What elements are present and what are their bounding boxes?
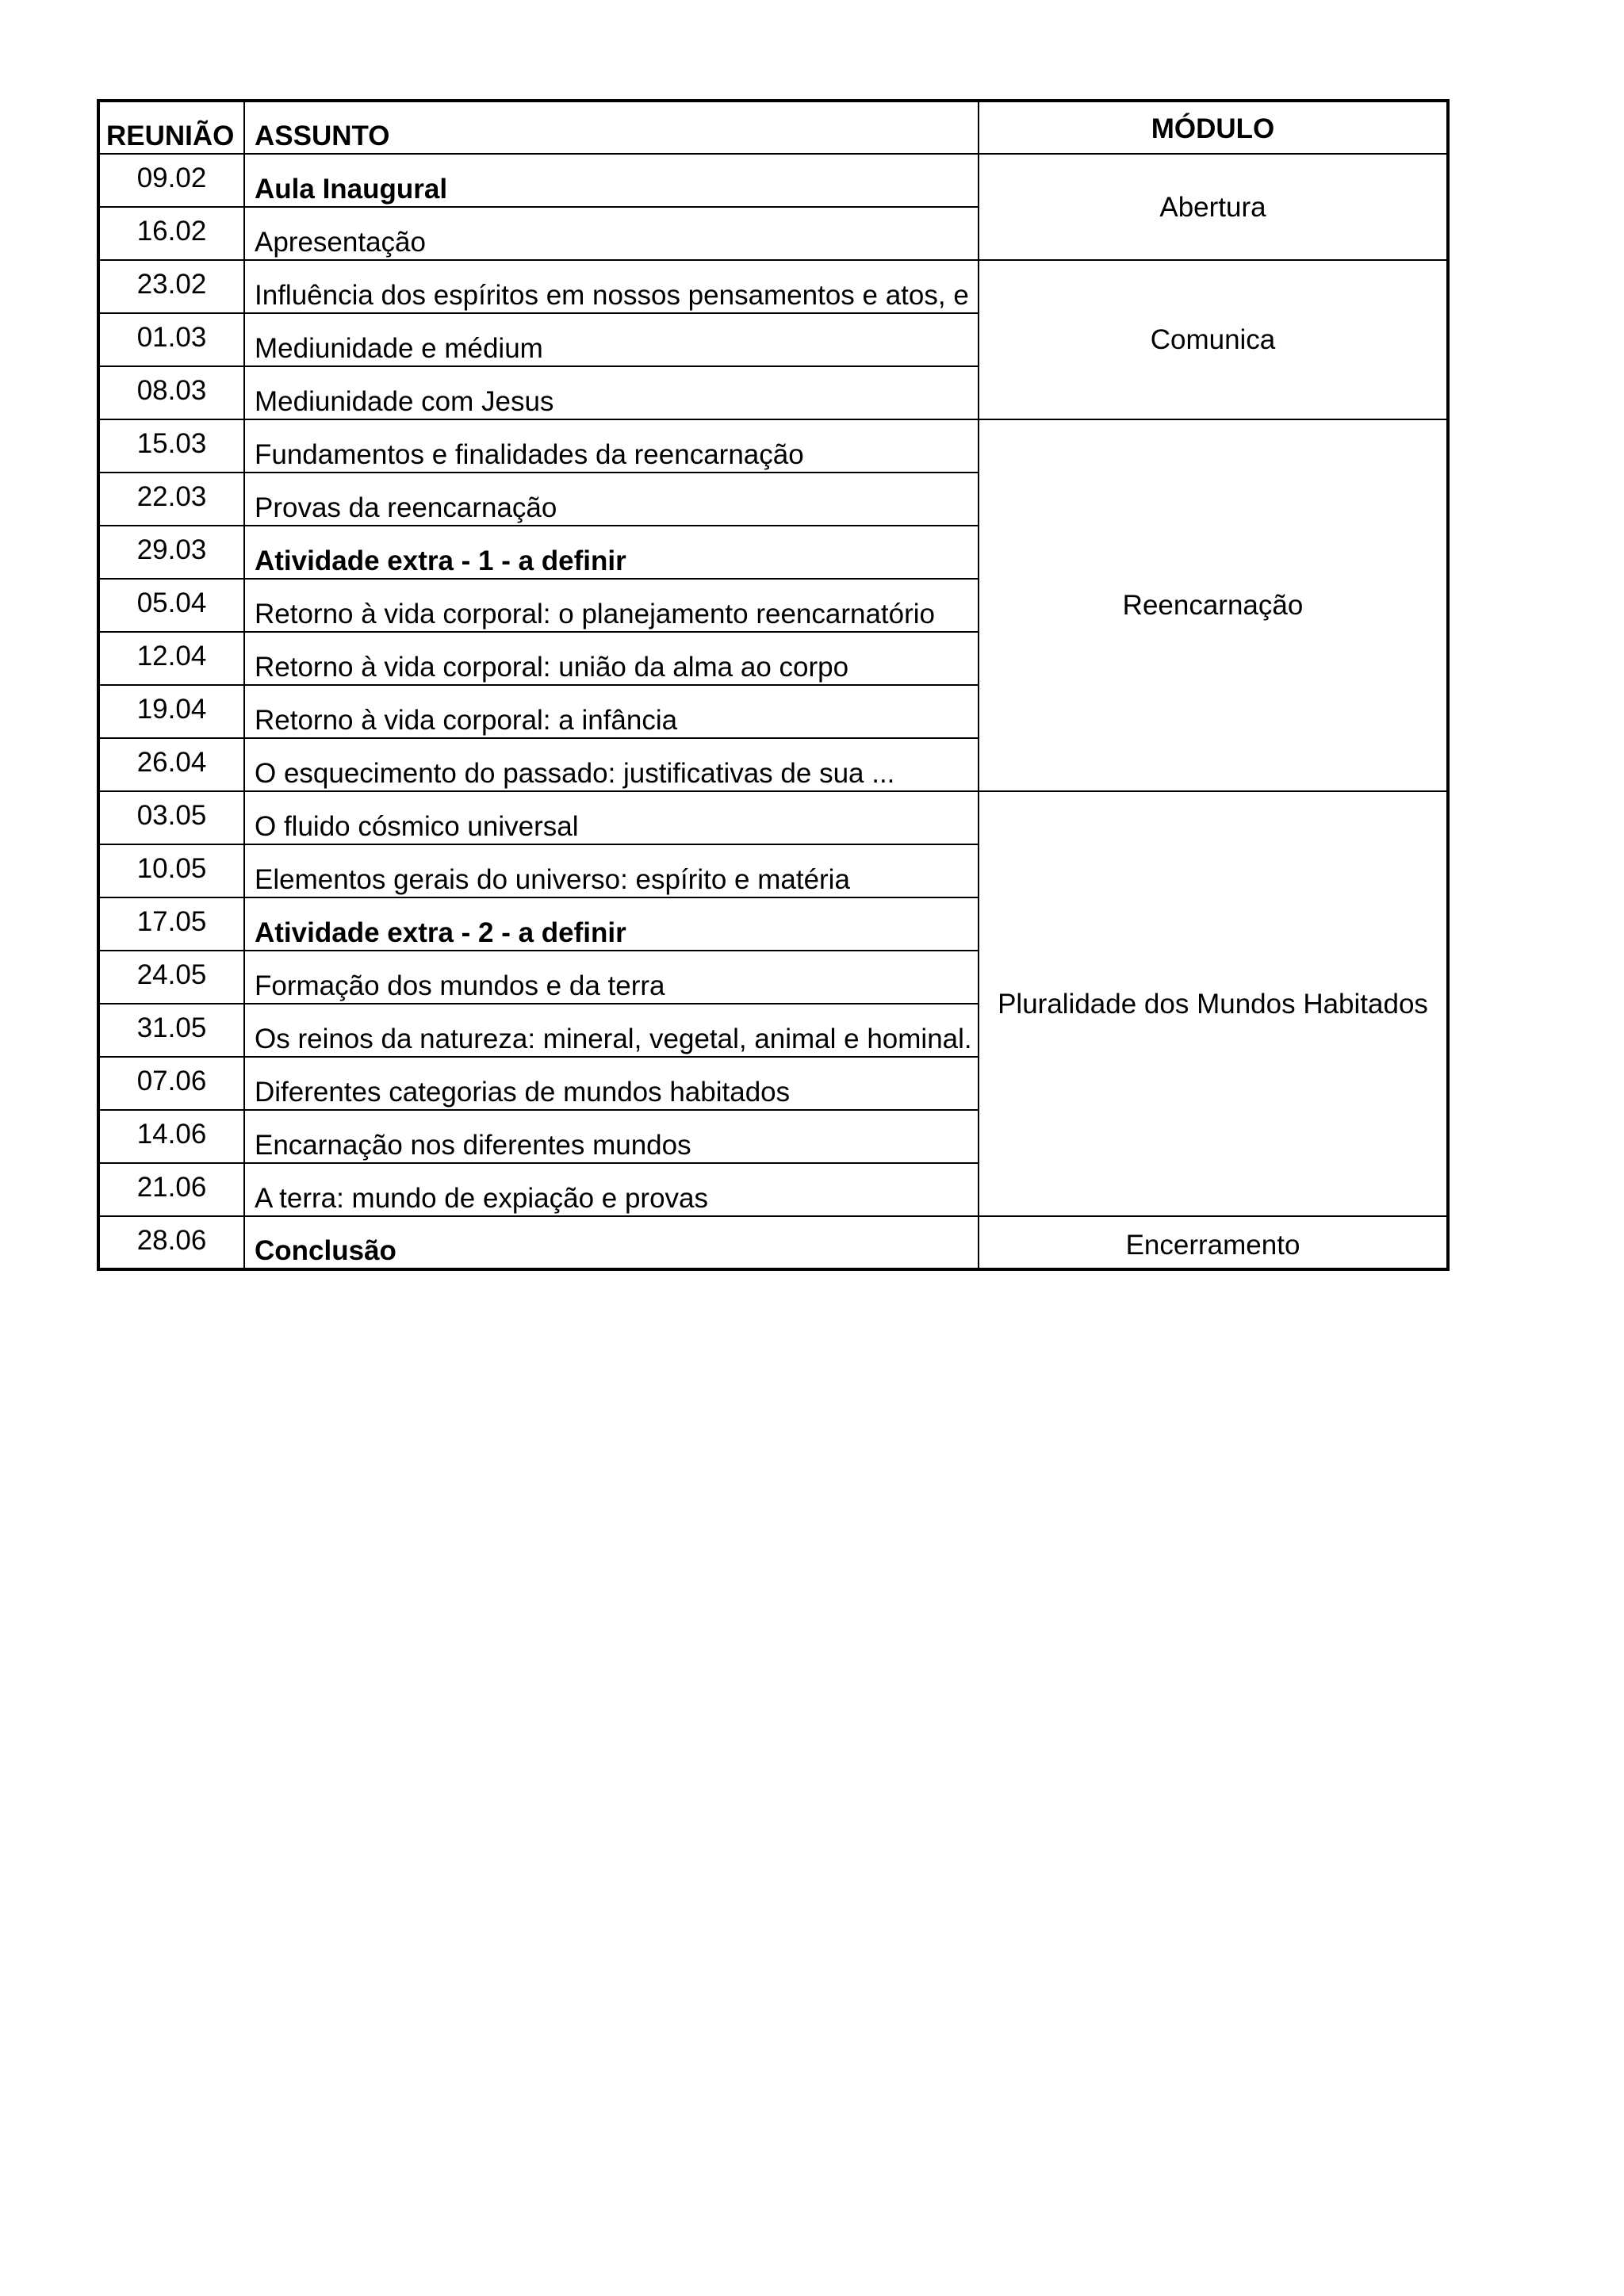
row-subject: Elementos gerais do universo: espírito e matéria <box>244 844 979 897</box>
row-date: 14.06 <box>98 1110 244 1163</box>
table-row <box>98 1216 1448 1269</box>
row-subject: Conclusão <box>244 1216 979 1269</box>
row-subject: Diferentes categorias de mundos habitados <box>244 1057 979 1110</box>
module-abertura: Abertura <box>979 154 1448 260</box>
row-subject: Encarnação nos diferentes mundos <box>244 1110 979 1163</box>
row-subject: Formação dos mundos e da terra <box>244 951 979 1004</box>
module-reencarnacao: Reencarnação <box>979 419 1448 791</box>
table-row <box>98 154 1448 207</box>
module-pluralidade: Pluralidade dos Mundos Habitados <box>979 791 1448 1216</box>
row-date: 15.03 <box>98 419 244 473</box>
table-row <box>98 791 1448 844</box>
row-subject: O fluido cósmico universal <box>244 791 979 844</box>
row-subject: O esquecimento do passado: justificativas de sua ... <box>244 738 979 791</box>
row-date: 10.05 <box>98 844 244 897</box>
row-subject: Apresentação <box>244 207 979 260</box>
row-date: 28.06 <box>98 1216 244 1269</box>
row-date: 03.05 <box>98 791 244 844</box>
row-subject: Provas da reencarnação <box>244 473 979 526</box>
row-date: 08.03 <box>98 366 244 419</box>
header-row <box>98 101 1448 154</box>
row-date: 22.03 <box>98 473 244 526</box>
module-comunica: Comunica <box>979 260 1448 419</box>
header-meeting: REUNIÃO <box>98 101 244 154</box>
header-subject: ASSUNTO <box>244 101 979 154</box>
schedule-table <box>97 99 1450 1271</box>
table-row <box>98 419 1448 473</box>
row-date: 31.05 <box>98 1004 244 1057</box>
row-date: 05.04 <box>98 579 244 632</box>
row-date: 07.06 <box>98 1057 244 1110</box>
row-date: 17.05 <box>98 897 244 951</box>
row-subject: Fundamentos e finalidades da reencarnação <box>244 419 979 473</box>
row-subject: Atividade extra - 1 - a definir <box>244 526 979 579</box>
row-date: 09.02 <box>98 154 244 207</box>
row-subject: Mediunidade com Jesus <box>244 366 979 419</box>
row-subject: Influência dos espíritos em nossos pensamentos e atos, e <box>244 260 979 313</box>
row-subject: Retorno à vida corporal: o planejamento reencarnatório <box>244 579 979 632</box>
row-date: 12.04 <box>98 632 244 685</box>
row-date: 26.04 <box>98 738 244 791</box>
module-encerramento: Encerramento <box>979 1216 1448 1269</box>
row-subject: Retorno à vida corporal: a infância <box>244 685 979 738</box>
table-row <box>98 260 1448 313</box>
row-date: 19.04 <box>98 685 244 738</box>
row-subject: Retorno à vida corporal: união da alma ao corpo <box>244 632 979 685</box>
row-subject: Mediunidade e médium <box>244 313 979 366</box>
row-date: 23.02 <box>98 260 244 313</box>
row-subject: Os reinos da natureza: mineral, vegetal, animal e hominal. <box>244 1004 979 1057</box>
row-date: 01.03 <box>98 313 244 366</box>
row-date: 29.03 <box>98 526 244 579</box>
row-subject: A terra: mundo de expiação e provas <box>244 1163 979 1216</box>
row-subject: Atividade extra - 2 - a definir <box>244 897 979 951</box>
row-date: 21.06 <box>98 1163 244 1216</box>
row-date: 16.02 <box>98 207 244 260</box>
header-module: MÓDULO <box>979 101 1448 154</box>
row-date: 24.05 <box>98 951 244 1004</box>
row-subject: Aula Inaugural <box>244 154 979 207</box>
